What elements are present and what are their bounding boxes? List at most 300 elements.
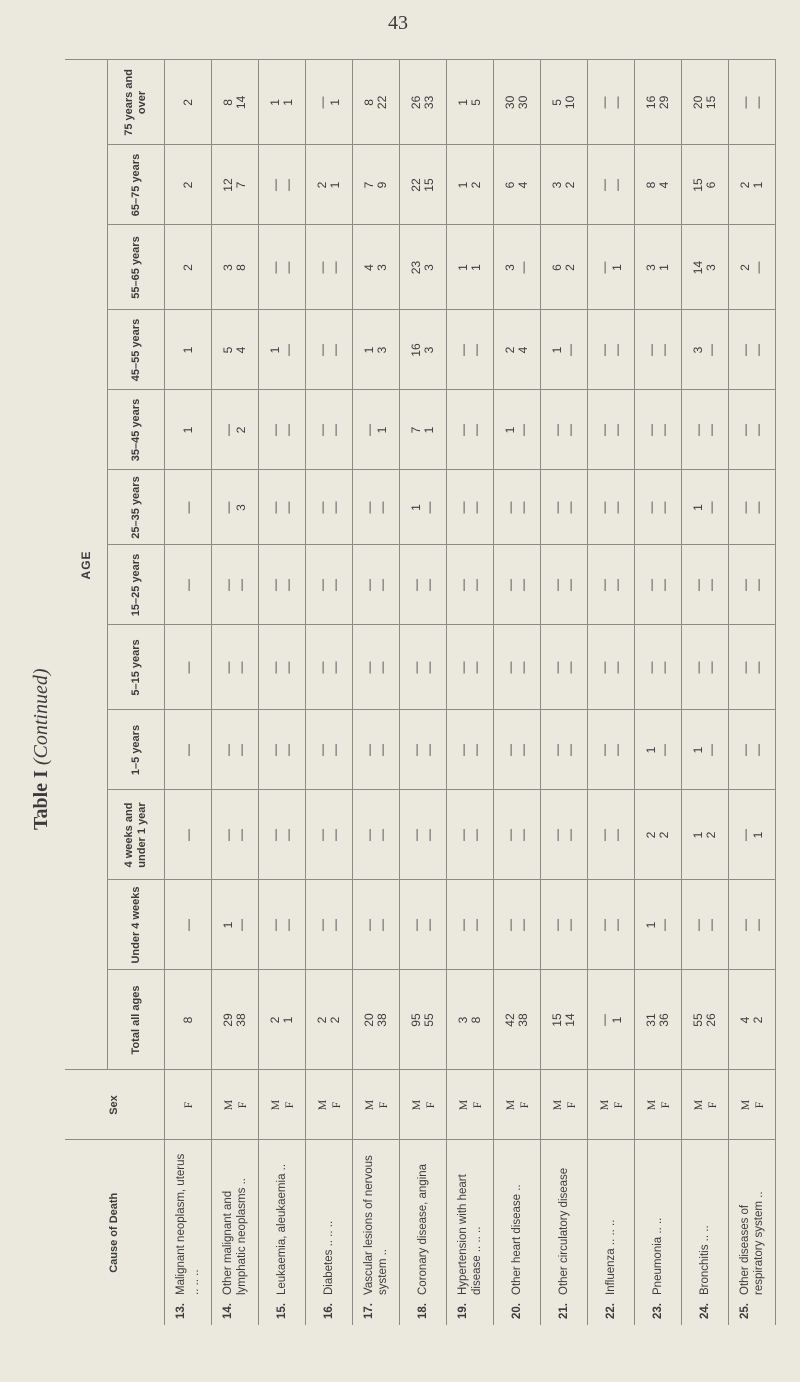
cause-number: 22. [605,1303,617,1319]
count-cell [259,310,306,390]
count-value: — [610,744,624,756]
count-value: — [422,829,436,841]
count-value: 1 [657,264,671,271]
count-value: — [503,501,517,514]
count-value: — [180,744,195,756]
count-value: — [281,424,295,436]
count-cell [165,390,212,470]
sex-label: M [597,1099,611,1111]
cause-number: 21. [558,1303,570,1319]
table-row [353,60,400,1325]
count-value: 1 [375,426,389,434]
count-value: 30 [516,95,530,110]
sex-label: F [517,1101,531,1109]
count-value: — [657,744,671,756]
table-row [306,60,353,1325]
count-cell [212,145,259,225]
count-value: 2 [234,426,248,434]
count-value: — [738,661,752,674]
sex-label: M [221,1099,235,1111]
count-cell [541,390,588,470]
count-cell [212,790,259,880]
count-value: — [456,661,470,674]
count-value: — [456,579,470,591]
count-cell [635,310,682,390]
count-value: — [751,579,765,591]
sex-cell [588,1070,635,1140]
mortality-table [65,59,776,1325]
table-title [30,570,64,830]
sex-label: F [470,1101,484,1109]
count-value: 55 [422,1013,436,1027]
count-cell [259,880,306,970]
sex-label: M [550,1099,564,1111]
sex-cell [682,1070,729,1140]
sex-label: F [658,1101,672,1109]
cause-of-death-cell [447,1140,494,1325]
count-value: — [281,579,295,591]
count-cell [729,970,776,1070]
count-value: — [281,744,295,756]
count-value: — [738,424,752,436]
count-value: — [469,424,483,436]
count-value: 1 [644,921,658,929]
count-cell [541,970,588,1070]
count-value: 26 [409,95,423,110]
count-value: 1 [644,746,658,754]
table-row [259,60,306,1325]
count-value: — [268,579,282,591]
count-cell [306,390,353,470]
count-cell [306,625,353,710]
count-value: — [469,919,483,931]
count-value: — [469,579,483,591]
count-cell [682,545,729,625]
count-cell [400,470,447,545]
count-cell [259,710,306,790]
count-cell [447,880,494,970]
cause-number: 15. [276,1303,288,1319]
cause-number: 24. [699,1303,711,1319]
count-value: — [503,661,517,674]
count-cell [447,225,494,310]
count-cell [165,625,212,710]
cause-number: 23. [652,1303,664,1319]
count-cell [635,225,682,310]
count-cell [212,880,259,970]
count-value: — [469,829,483,841]
count-value: — [180,919,195,931]
cause-of-death-cell [353,1140,400,1325]
count-cell [494,60,541,145]
count-value: — [550,919,564,931]
count-cell [165,470,212,545]
count-value: — [409,579,423,591]
table-row [588,60,635,1325]
count-value: — [738,744,752,756]
count-cell [682,225,729,310]
count-value: — [422,579,436,591]
count-value: 3 [221,264,235,271]
count-value: — [597,261,611,274]
sex-label: F [752,1101,766,1109]
count-cell [400,390,447,470]
count-cell [588,625,635,710]
count-value: — [375,661,389,674]
count-value: — [738,501,752,514]
count-value: 3 [550,181,564,189]
count-value: — [456,744,470,756]
count-cell [353,310,400,390]
count-value: — [221,501,235,514]
count-cell [729,545,776,625]
count-cell [494,225,541,310]
count-value: 4 [362,264,376,271]
count-value: — [597,579,611,591]
count-value: 3 [503,264,517,271]
count-value: — [550,744,564,756]
count-cell [541,625,588,710]
count-value: — [362,829,376,841]
count-cell [259,390,306,470]
count-cell [541,880,588,970]
count-value: — [644,501,658,514]
count-value: — [281,501,295,514]
cause-number: 14. [222,1303,234,1319]
count-cell [165,970,212,1070]
cause-number: 18. [417,1303,429,1319]
count-cell [729,470,776,545]
cause-of-death-cell [588,1140,635,1325]
sex-label: F [705,1101,719,1109]
page-number: 43 [388,12,408,34]
count-cell [635,470,682,545]
count-cell [682,625,729,710]
count-value: — [268,744,282,756]
count-value: — [234,579,248,591]
count-cell [306,470,353,545]
count-value: 1 [409,504,423,511]
count-value: 8 [362,99,376,106]
count-cell [447,545,494,625]
sex-label: M [362,1099,376,1111]
count-value: — [644,579,658,591]
count-cell [400,60,447,145]
count-cell [212,225,259,310]
count-value: 1 [751,831,765,839]
count-value: 2 [268,1016,282,1024]
count-value: — [597,344,611,356]
count-cell [400,225,447,310]
count-cell [353,390,400,470]
count-cell [588,545,635,625]
count-value: 2 [751,1016,765,1024]
count-cell [729,390,776,470]
cause-label: Pneumonia .. .. [652,1217,664,1295]
count-value: — [281,261,295,274]
count-value: — [221,579,235,591]
count-cell [541,310,588,390]
count-value: 29 [657,95,671,110]
count-value: — [597,96,611,109]
count-cell [494,970,541,1070]
count-value: — [409,919,423,931]
header-age-column: 4 weeks and under 1 year [108,790,165,880]
count-value: — [644,424,658,436]
cause-label: Vascular lesions of nervous system .. [363,1155,389,1295]
count-value: — [328,501,342,514]
count-value: 5 [469,99,483,106]
count-cell [212,625,259,710]
count-cell [588,145,635,225]
count-value: — [234,744,248,756]
count-value: 2 [738,264,752,271]
count-value: — [268,661,282,674]
count-cell [729,790,776,880]
count-value: — [516,261,530,274]
count-value: — [268,919,282,931]
count-value: — [657,919,671,931]
count-cell [212,470,259,545]
header-age-column: Under 4 weeks [108,880,165,970]
count-cell [165,790,212,880]
count-value: 2 [503,346,517,354]
count-cell [541,545,588,625]
count-cell [541,145,588,225]
count-cell [494,625,541,710]
count-value: — [375,579,389,591]
count-value: 36 [657,1013,671,1027]
table-row [494,60,541,1325]
sex-label: M [456,1099,470,1111]
count-value: — [610,344,624,356]
count-value: 16 [409,343,423,357]
count-cell [729,880,776,970]
count-cell [729,225,776,310]
count-value: 1 [268,99,282,106]
count-cell [400,145,447,225]
count-cell [588,790,635,880]
count-cell [588,225,635,310]
count-cell [447,625,494,710]
count-value: — [751,96,765,109]
sex-label: F [235,1101,249,1109]
count-cell [682,145,729,225]
count-value: — [315,661,329,674]
count-value: — [516,579,530,591]
count-value: — [268,829,282,841]
count-value: 1 [456,264,470,271]
count-value: 3 [422,346,436,354]
count-value: — [550,501,564,514]
count-value: 4 [516,181,530,189]
count-cell [682,390,729,470]
count-cell [588,60,635,145]
count-value: — [610,919,624,931]
count-value: 3 [234,504,248,511]
count-cell [212,310,259,390]
count-value: 2 [644,831,658,839]
count-value: 31 [644,1013,658,1027]
count-value: — [180,579,195,591]
count-value: 3 [375,346,389,354]
count-value: — [375,501,389,514]
cause-label: Hypertension with heart disease .. .. .. [457,1174,483,1295]
count-value: — [503,579,517,591]
cause-of-death-cell [259,1140,306,1325]
count-value: — [328,579,342,591]
count-cell [447,790,494,880]
count-value: — [704,744,718,756]
count-value: — [563,579,577,591]
count-cell [353,225,400,310]
count-value: 16 [644,95,658,110]
count-value: 1 [180,426,195,434]
count-value: — [610,579,624,591]
count-value: 7 [362,181,376,189]
count-cell [400,625,447,710]
count-value: — [597,661,611,674]
count-cell [447,970,494,1070]
count-cell [400,710,447,790]
table-row [212,60,259,1325]
count-value: — [315,919,329,931]
count-value: — [516,424,530,436]
header-age-column: 15–25 years [108,545,165,625]
count-value: — [563,344,577,356]
count-cell [682,790,729,880]
count-value: — [751,919,765,931]
count-value: — [362,424,376,436]
count-value: 4 [738,1016,752,1024]
count-cell [682,470,729,545]
count-cell [400,310,447,390]
count-value: 26 [704,1013,718,1027]
count-cell [306,710,353,790]
count-cell [447,470,494,545]
count-value: 8 [469,1016,483,1024]
count-value: 1 [362,346,376,354]
header-age-column: 35–45 years [108,390,165,470]
count-value: — [422,919,436,931]
count-cell [635,145,682,225]
count-cell [541,225,588,310]
count-value: — [328,919,342,931]
count-value: 1 [691,831,705,839]
count-cell [635,60,682,145]
count-value: 6 [550,264,564,271]
count-value: 3 [704,264,718,271]
count-cell [729,310,776,390]
count-cell [682,310,729,390]
header-cause: Cause of Death [65,1140,165,1325]
count-value: — [704,919,718,931]
count-value: — [422,661,436,674]
count-value: 1 [503,426,517,434]
count-cell [635,790,682,880]
count-cell [588,880,635,970]
count-cell [494,310,541,390]
count-cell [400,970,447,1070]
count-value: — [704,501,718,514]
count-cell [259,60,306,145]
count-cell [165,60,212,145]
count-value: — [610,501,624,514]
sex-label: F [181,1101,195,1109]
count-value: — [691,919,705,931]
count-value: — [563,744,577,756]
count-cell [165,310,212,390]
count-value: — [268,261,282,274]
count-value: — [644,344,658,356]
count-cell [353,880,400,970]
count-cell [353,145,400,225]
cause-label: Leukaemia, aleukaemia .. [276,1163,288,1295]
count-cell [729,145,776,225]
sex-label: F [564,1101,578,1109]
count-value: 10 [563,95,577,110]
header-age-column: 5–15 years [108,625,165,710]
count-value: 2 [704,831,718,839]
count-value: — [610,661,624,674]
count-cell [635,880,682,970]
count-value: 29 [221,1013,235,1027]
count-value: — [328,744,342,756]
header-age-column: 65–75 years [108,145,165,225]
count-cell [494,545,541,625]
count-value: — [422,501,436,514]
count-cell [306,60,353,145]
count-value: — [456,829,470,841]
count-value: — [315,829,329,841]
count-value: — [469,744,483,756]
count-cell [541,470,588,545]
count-value: — [409,829,423,841]
cause-of-death-cell [306,1140,353,1325]
count-cell [212,970,259,1070]
sex-label: M [503,1099,517,1111]
count-cell [165,710,212,790]
count-value: 38 [375,1013,389,1027]
count-value: 1 [268,346,282,354]
cause-number: 13. [175,1303,187,1319]
count-cell [353,470,400,545]
count-value: — [563,424,577,436]
header-age-column: 75 years and over [108,60,165,145]
count-cell [541,60,588,145]
count-value: — [610,179,624,191]
count-cell [729,60,776,145]
count-value: 1 [422,426,436,434]
count-value: 8 [234,264,248,271]
count-value: — [221,829,235,841]
cause-label: Other diseases of respiratory system .. [739,1191,765,1295]
count-cell [259,225,306,310]
count-value: — [704,424,718,436]
count-value: 4 [516,346,530,354]
count-value: — [751,661,765,674]
cause-number: 25. [739,1303,751,1319]
count-value: 1 [610,264,624,271]
count-value: 2 [180,264,195,271]
count-value: — [328,424,342,436]
count-value: 4 [234,346,248,354]
count-value: 4 [657,181,671,189]
sex-cell [635,1070,682,1140]
count-value: 8 [644,181,658,189]
count-value: — [738,829,752,841]
sex-label: F [329,1101,343,1109]
